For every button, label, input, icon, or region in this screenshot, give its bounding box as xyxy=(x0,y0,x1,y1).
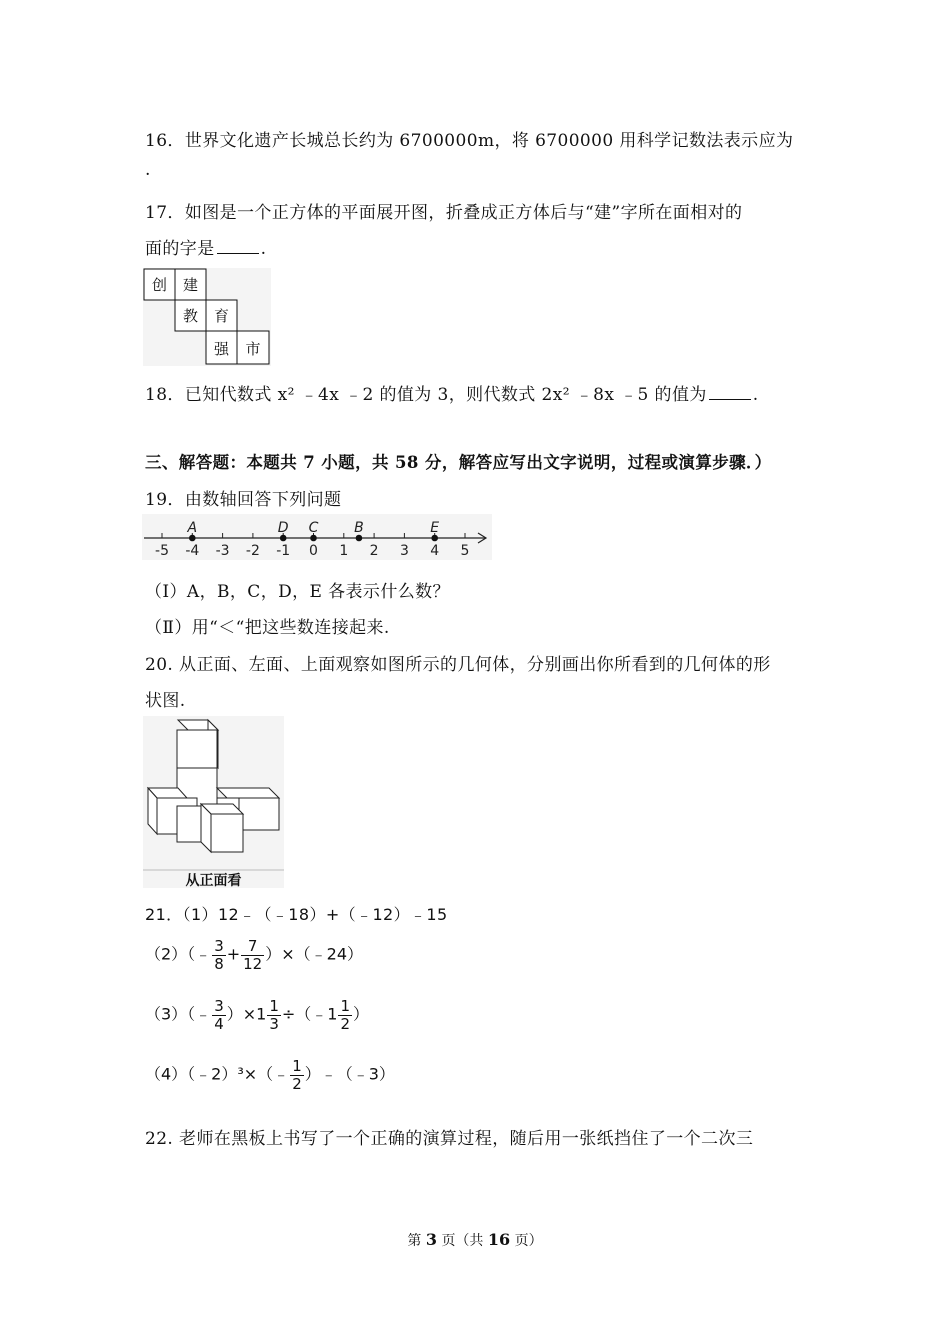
tick-label: 0 xyxy=(309,543,318,559)
q21-part2-label: （2）（﹣ xyxy=(145,944,212,964)
tick-label: -4 xyxy=(185,543,200,559)
answer-blank xyxy=(709,385,751,400)
tick-label: 4 xyxy=(430,543,440,559)
numerator: 7 xyxy=(241,938,264,956)
figure-caption: 从正面看 xyxy=(185,873,242,889)
fraction xyxy=(212,938,226,972)
footer-mid: 页（共 xyxy=(441,1233,484,1249)
q21-part1: 21．（1）12﹣（﹣18）+（﹣12）﹣15 xyxy=(145,905,448,924)
q17-line2 xyxy=(145,234,266,259)
q18-text: 18．已知代数式 x² ﹣4x ﹣2 的值为 3，则代数式 2x² ﹣8x ﹣5 的值为 xyxy=(145,385,707,405)
numerator: 3 xyxy=(214,997,224,1015)
cube-net-figure xyxy=(143,268,271,366)
denominator: 8 xyxy=(214,954,224,973)
q16-line1: 16．世界文化遗产长城总长约为 6700000m，将 6700000 用科学记数法表示应为 xyxy=(145,131,794,151)
net-label-3: 教 xyxy=(182,307,198,325)
section-heading: 三、解答题：本题共 7 小题，共 58 分，解答应写出文字说明，过程或演算步骤．） xyxy=(145,453,772,472)
footer-post: 页） xyxy=(514,1233,543,1249)
q21-part3-mid: ）×1 xyxy=(226,1004,267,1024)
q21-part3 xyxy=(145,998,369,1032)
q16-line2: . xyxy=(145,160,151,180)
page-number: 3 xyxy=(425,1230,437,1249)
denominator: 2 xyxy=(340,1014,351,1033)
cube-front-face xyxy=(239,798,279,830)
numerator: 3 xyxy=(214,937,224,955)
q21-part3-div: ÷（﹣1 xyxy=(281,1004,338,1024)
q19-part2: （Ⅱ）用“＜“把这些数连接起来. xyxy=(145,618,390,638)
q21-part2-tail: ）×（﹣24） xyxy=(265,944,364,964)
denominator: 12 xyxy=(243,954,263,973)
number-line-svg xyxy=(142,514,492,560)
fraction xyxy=(290,1058,304,1092)
cube-front-face xyxy=(211,814,243,852)
fraction xyxy=(267,998,281,1032)
denominator: 2 xyxy=(292,1074,302,1093)
tick-label: -2 xyxy=(245,543,260,559)
q17-line2-text: 面的字是 xyxy=(145,239,215,259)
point-label: D xyxy=(277,520,289,536)
q21-part4-label: （4）（﹣2）³×（﹣ xyxy=(145,1064,290,1084)
q21-part4 xyxy=(145,1058,395,1092)
number-line-figure xyxy=(142,514,492,560)
tick-label: 5 xyxy=(460,543,470,559)
tick-label: 2 xyxy=(369,543,379,559)
cubes-drawing xyxy=(143,716,284,888)
numerator: 1 xyxy=(340,997,351,1015)
tick-label: -1 xyxy=(276,543,291,559)
q19-part1: （Ⅰ）A，B，C，D，E 各表示什么数？ xyxy=(145,582,450,602)
denominator: 4 xyxy=(214,1014,224,1033)
cube-top-face xyxy=(217,788,279,798)
total-pages: 16 xyxy=(487,1230,511,1249)
point-label: A xyxy=(187,520,198,536)
denominator: 3 xyxy=(269,1014,279,1033)
net-label-5: 强 xyxy=(213,340,229,358)
q22-line1: 22. 老师在黑板上书写了一个正确的演算过程，随后用一张纸挡住了一个二次三 xyxy=(145,1129,754,1149)
q18-end: . xyxy=(752,385,759,405)
q21-part3-tail: ） xyxy=(353,1004,370,1024)
point-label: C xyxy=(308,520,319,536)
q20-line2: 状图. xyxy=(145,691,186,711)
point-label: B xyxy=(354,520,364,536)
q20-line1: 20. 从正面、左面、上面观察如图所示的几何体，分别画出你所看到的几何体的形 xyxy=(145,655,771,675)
q17-line2-end: . xyxy=(260,239,267,259)
numerator: 1 xyxy=(269,997,279,1015)
plus-sign: + xyxy=(226,944,241,964)
footer-pre: 第 xyxy=(407,1233,422,1249)
fraction xyxy=(241,938,264,972)
tick-label: -5 xyxy=(155,543,169,559)
net-label-2: 建 xyxy=(182,276,198,294)
q21-part4-tail: ）﹣（﹣3） xyxy=(304,1064,395,1084)
fraction xyxy=(338,998,352,1032)
tick-label: -3 xyxy=(215,543,230,559)
q21-part2 xyxy=(145,938,363,972)
fraction xyxy=(212,998,226,1032)
net-label-6: 市 xyxy=(245,340,261,358)
net-label-4: 育 xyxy=(213,307,229,325)
solid-figure xyxy=(143,716,284,888)
q17-line1: 17．如图是一个正方体的平面展开图，折叠成正方体后与“建”字所在面相对的 xyxy=(145,203,743,223)
net-label-1: 创 xyxy=(151,276,167,294)
answer-blank xyxy=(217,239,259,254)
q19-title: 19．由数轴回答下列问题 xyxy=(145,490,342,510)
page-footer xyxy=(0,1230,950,1250)
cube-front-face xyxy=(177,730,217,768)
point-label: E xyxy=(430,520,440,536)
q21-part3-label: （3）（﹣ xyxy=(145,1004,212,1024)
tick-label: 3 xyxy=(399,543,409,559)
q18-line xyxy=(145,380,759,405)
numerator: 1 xyxy=(292,1057,302,1075)
tick-label: 1 xyxy=(339,543,349,559)
